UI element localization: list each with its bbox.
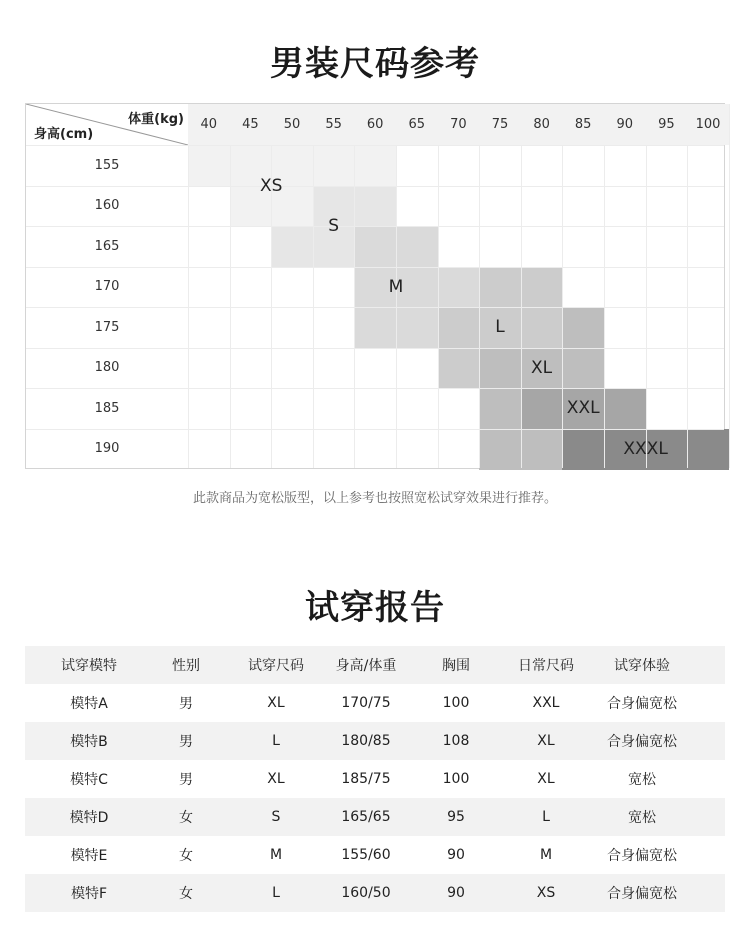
table-cell: 165/65	[341, 809, 391, 825]
size-zone-cell	[313, 145, 355, 186]
size-zone-cell	[438, 348, 480, 389]
table-cell: 108	[442, 733, 470, 749]
column-header: 日常尺码	[518, 658, 574, 674]
table-cell: 90	[447, 885, 465, 901]
size-label-xxl: XXL	[566, 398, 600, 419]
grid-line-vertical	[230, 104, 231, 468]
weight-header-cell: 95	[646, 104, 688, 145]
table-cell: 170/75	[341, 695, 391, 711]
column-header: 胸围	[442, 658, 470, 674]
weight-header-cell: 45	[230, 104, 272, 145]
size-zone-cell	[521, 429, 563, 470]
table-cell: 90	[447, 847, 465, 863]
weight-header-cell: 80	[521, 104, 563, 145]
grid-line-vertical	[646, 104, 647, 468]
table-cell: 宽松	[628, 810, 656, 826]
weight-header-cell: 85	[562, 104, 604, 145]
fit-note: 此款商品为宽松版型，以上参考也按照宽松试穿效果进行推荐。	[192, 491, 557, 506]
table-cell: 模特C	[70, 772, 108, 788]
table-cell: 合身偏宽松	[607, 734, 677, 750]
height-row-label: 165	[94, 238, 120, 254]
size-zone-cell	[188, 145, 230, 186]
size-zone-cell	[479, 388, 521, 429]
table-cell: 模特E	[70, 848, 108, 864]
table-row	[25, 836, 725, 874]
table-cell: XL	[267, 771, 285, 787]
size-zone-cell	[479, 429, 521, 470]
table-row	[25, 798, 725, 836]
table-row	[25, 760, 725, 798]
table-cell: 185/75	[341, 771, 391, 787]
table-cell: 模特D	[69, 810, 109, 826]
size-zone-cell	[354, 307, 396, 348]
weight-header-cell: 90	[604, 104, 646, 145]
table-cell: L	[272, 885, 280, 901]
weight-header-cell: 65	[396, 104, 438, 145]
grid-line-vertical	[687, 104, 688, 468]
report-title: 试穿报告	[305, 588, 445, 628]
weight-header-cell: 70	[438, 104, 480, 145]
column-header: 试穿模特	[61, 658, 117, 674]
grid-line-vertical	[729, 104, 730, 468]
height-row-label: 190	[94, 441, 120, 457]
table-cell: 女	[179, 848, 193, 864]
table-row	[25, 684, 725, 722]
size-chart-grid	[25, 103, 725, 469]
table-cell: S	[271, 809, 281, 825]
grid-line-vertical	[188, 104, 189, 468]
table-cell: 160/50	[341, 885, 391, 901]
grid-line-vertical	[438, 104, 439, 468]
weight-header-cell: 40	[188, 104, 230, 145]
size-zone-cell	[521, 267, 563, 308]
size-label-s: S	[328, 216, 339, 236]
height-row-label: 175	[94, 319, 120, 335]
table-cell: M	[269, 847, 283, 863]
table-cell: 男	[179, 734, 193, 750]
table-cell: 155/60	[341, 847, 391, 863]
column-header: 试穿体验	[614, 658, 670, 674]
size-label-xl: XL	[531, 357, 553, 378]
table-cell: 模特F	[70, 886, 108, 902]
size-zone-cell	[562, 307, 604, 348]
table-row	[25, 874, 725, 912]
table-row	[25, 722, 725, 760]
table-cell: 95	[447, 809, 465, 825]
column-header: 试穿尺码	[248, 658, 304, 674]
size-label-m: M	[388, 276, 404, 297]
weight-header-cell: 50	[271, 104, 313, 145]
grid-line-vertical	[521, 104, 522, 468]
size-zone-cell	[396, 226, 438, 267]
table-cell: 男	[179, 772, 193, 788]
table-cell: XL	[537, 733, 555, 749]
chart-corner-header	[26, 104, 188, 145]
table-cell: 合身偏宽松	[607, 848, 677, 864]
weight-header-cell: 75	[479, 104, 521, 145]
table-cell: XL	[267, 695, 285, 711]
table-cell: 女	[179, 886, 193, 902]
height-row-label: 185	[94, 400, 120, 416]
weight-axis-label: 体重(kg)	[128, 112, 184, 127]
size-zone-cell	[687, 429, 729, 470]
table-cell: L	[542, 809, 550, 825]
table-cell: M	[539, 847, 553, 863]
size-label-l: L	[495, 317, 505, 338]
height-axis-label: 身高(cm)	[34, 127, 94, 142]
table-cell: 模特A	[70, 696, 108, 712]
size-zone-cell	[354, 145, 396, 186]
table-cell: XXL	[532, 695, 560, 711]
size-label-xs: XS	[259, 175, 283, 196]
size-zone-cell	[479, 267, 521, 308]
size-chart-title: 男装尺码参考	[270, 44, 480, 84]
column-header: 身高/体重	[335, 658, 397, 674]
table-cell: 合身偏宽松	[607, 886, 677, 902]
size-zone-cell	[562, 429, 604, 470]
table-cell: 180/85	[341, 733, 391, 749]
table-cell: 女	[179, 810, 193, 826]
size-zone-cell	[396, 307, 438, 348]
table-cell: 合身偏宽松	[607, 696, 677, 712]
table-cell: XL	[537, 771, 555, 787]
grid-line-vertical	[479, 104, 480, 468]
fit-report-table	[25, 646, 725, 912]
height-row-label: 160	[94, 198, 120, 214]
weight-header-cell: 60	[354, 104, 396, 145]
column-header: 性别	[172, 658, 200, 674]
table-cell: 模特B	[70, 734, 108, 750]
table-cell: 男	[179, 696, 193, 712]
table-header-row	[25, 646, 725, 684]
table-cell: 100	[442, 771, 470, 787]
weight-header-cell: 100	[687, 104, 729, 145]
weight-header-cell: 55	[313, 104, 355, 145]
height-row-label: 155	[94, 157, 120, 173]
grid-line-vertical	[271, 104, 272, 468]
table-cell: L	[272, 733, 280, 749]
grid-line-vertical	[313, 104, 314, 468]
table-cell: 宽松	[628, 772, 656, 788]
size-label-xxxl: XXXL	[623, 438, 668, 459]
height-row-label: 170	[94, 279, 120, 295]
size-zone-cell	[438, 267, 480, 308]
height-row-label: 180	[94, 360, 120, 376]
table-cell: XS	[536, 885, 556, 901]
table-cell: 100	[442, 695, 470, 711]
